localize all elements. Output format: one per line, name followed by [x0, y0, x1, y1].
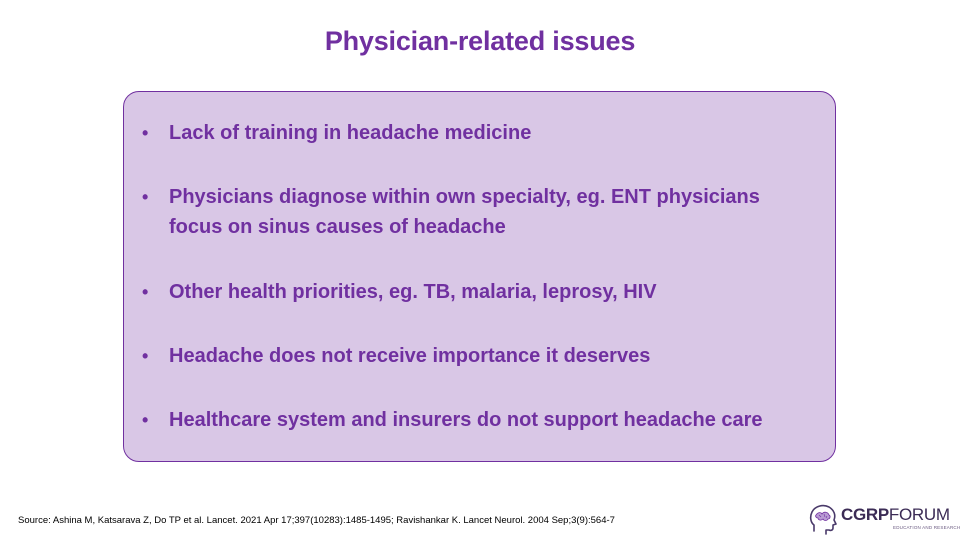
bullet-marker: •: [142, 346, 149, 366]
logo-wordmark: [841, 505, 950, 525]
bullet-item: [124, 277, 814, 307]
slide-title: Physician-related issues: [324, 26, 636, 56]
bullet-marker: •: [142, 123, 149, 143]
bullet-marker: •: [142, 410, 149, 430]
bullet-marker: •: [142, 282, 149, 302]
content-box: [123, 91, 836, 462]
bullet-text: Healthcare system and insurers do not support headache care: [169, 409, 763, 431]
logo-name-part2: FORUM: [888, 505, 950, 524]
bullet-item: [124, 405, 814, 435]
bullet-item: [124, 341, 814, 371]
head-brain-icon: [808, 503, 838, 535]
cgrp-forum-logo: [808, 503, 960, 535]
bullet-text: Headache does not receive importance it deserves: [169, 345, 651, 367]
bullet-text: Physicians diagnose within own specialty, eg. ENT physicians focus on sinus causes of headache: [169, 186, 760, 238]
logo-name-part1: CGRP: [841, 505, 889, 524]
bullet-item: [124, 182, 814, 242]
bullet-item: [124, 118, 814, 148]
bullet-marker: •: [142, 187, 149, 207]
source-citation: Source: Ashina M, Katsarava Z, Do TP et al. Lancet. 2021 Apr 17;397(10283):1485-1495; Ravishankar K. Lancet Neurol. 2004 Sep;3(9):564-7: [18, 515, 615, 526]
bullet-text: Lack of training in headache medicine: [169, 122, 532, 144]
logo-subtitle: EDUCATION AND RESEARCH: [893, 525, 960, 530]
bullet-text: Other health priorities, eg. TB, malaria, leprosy, HIV: [169, 281, 657, 303]
